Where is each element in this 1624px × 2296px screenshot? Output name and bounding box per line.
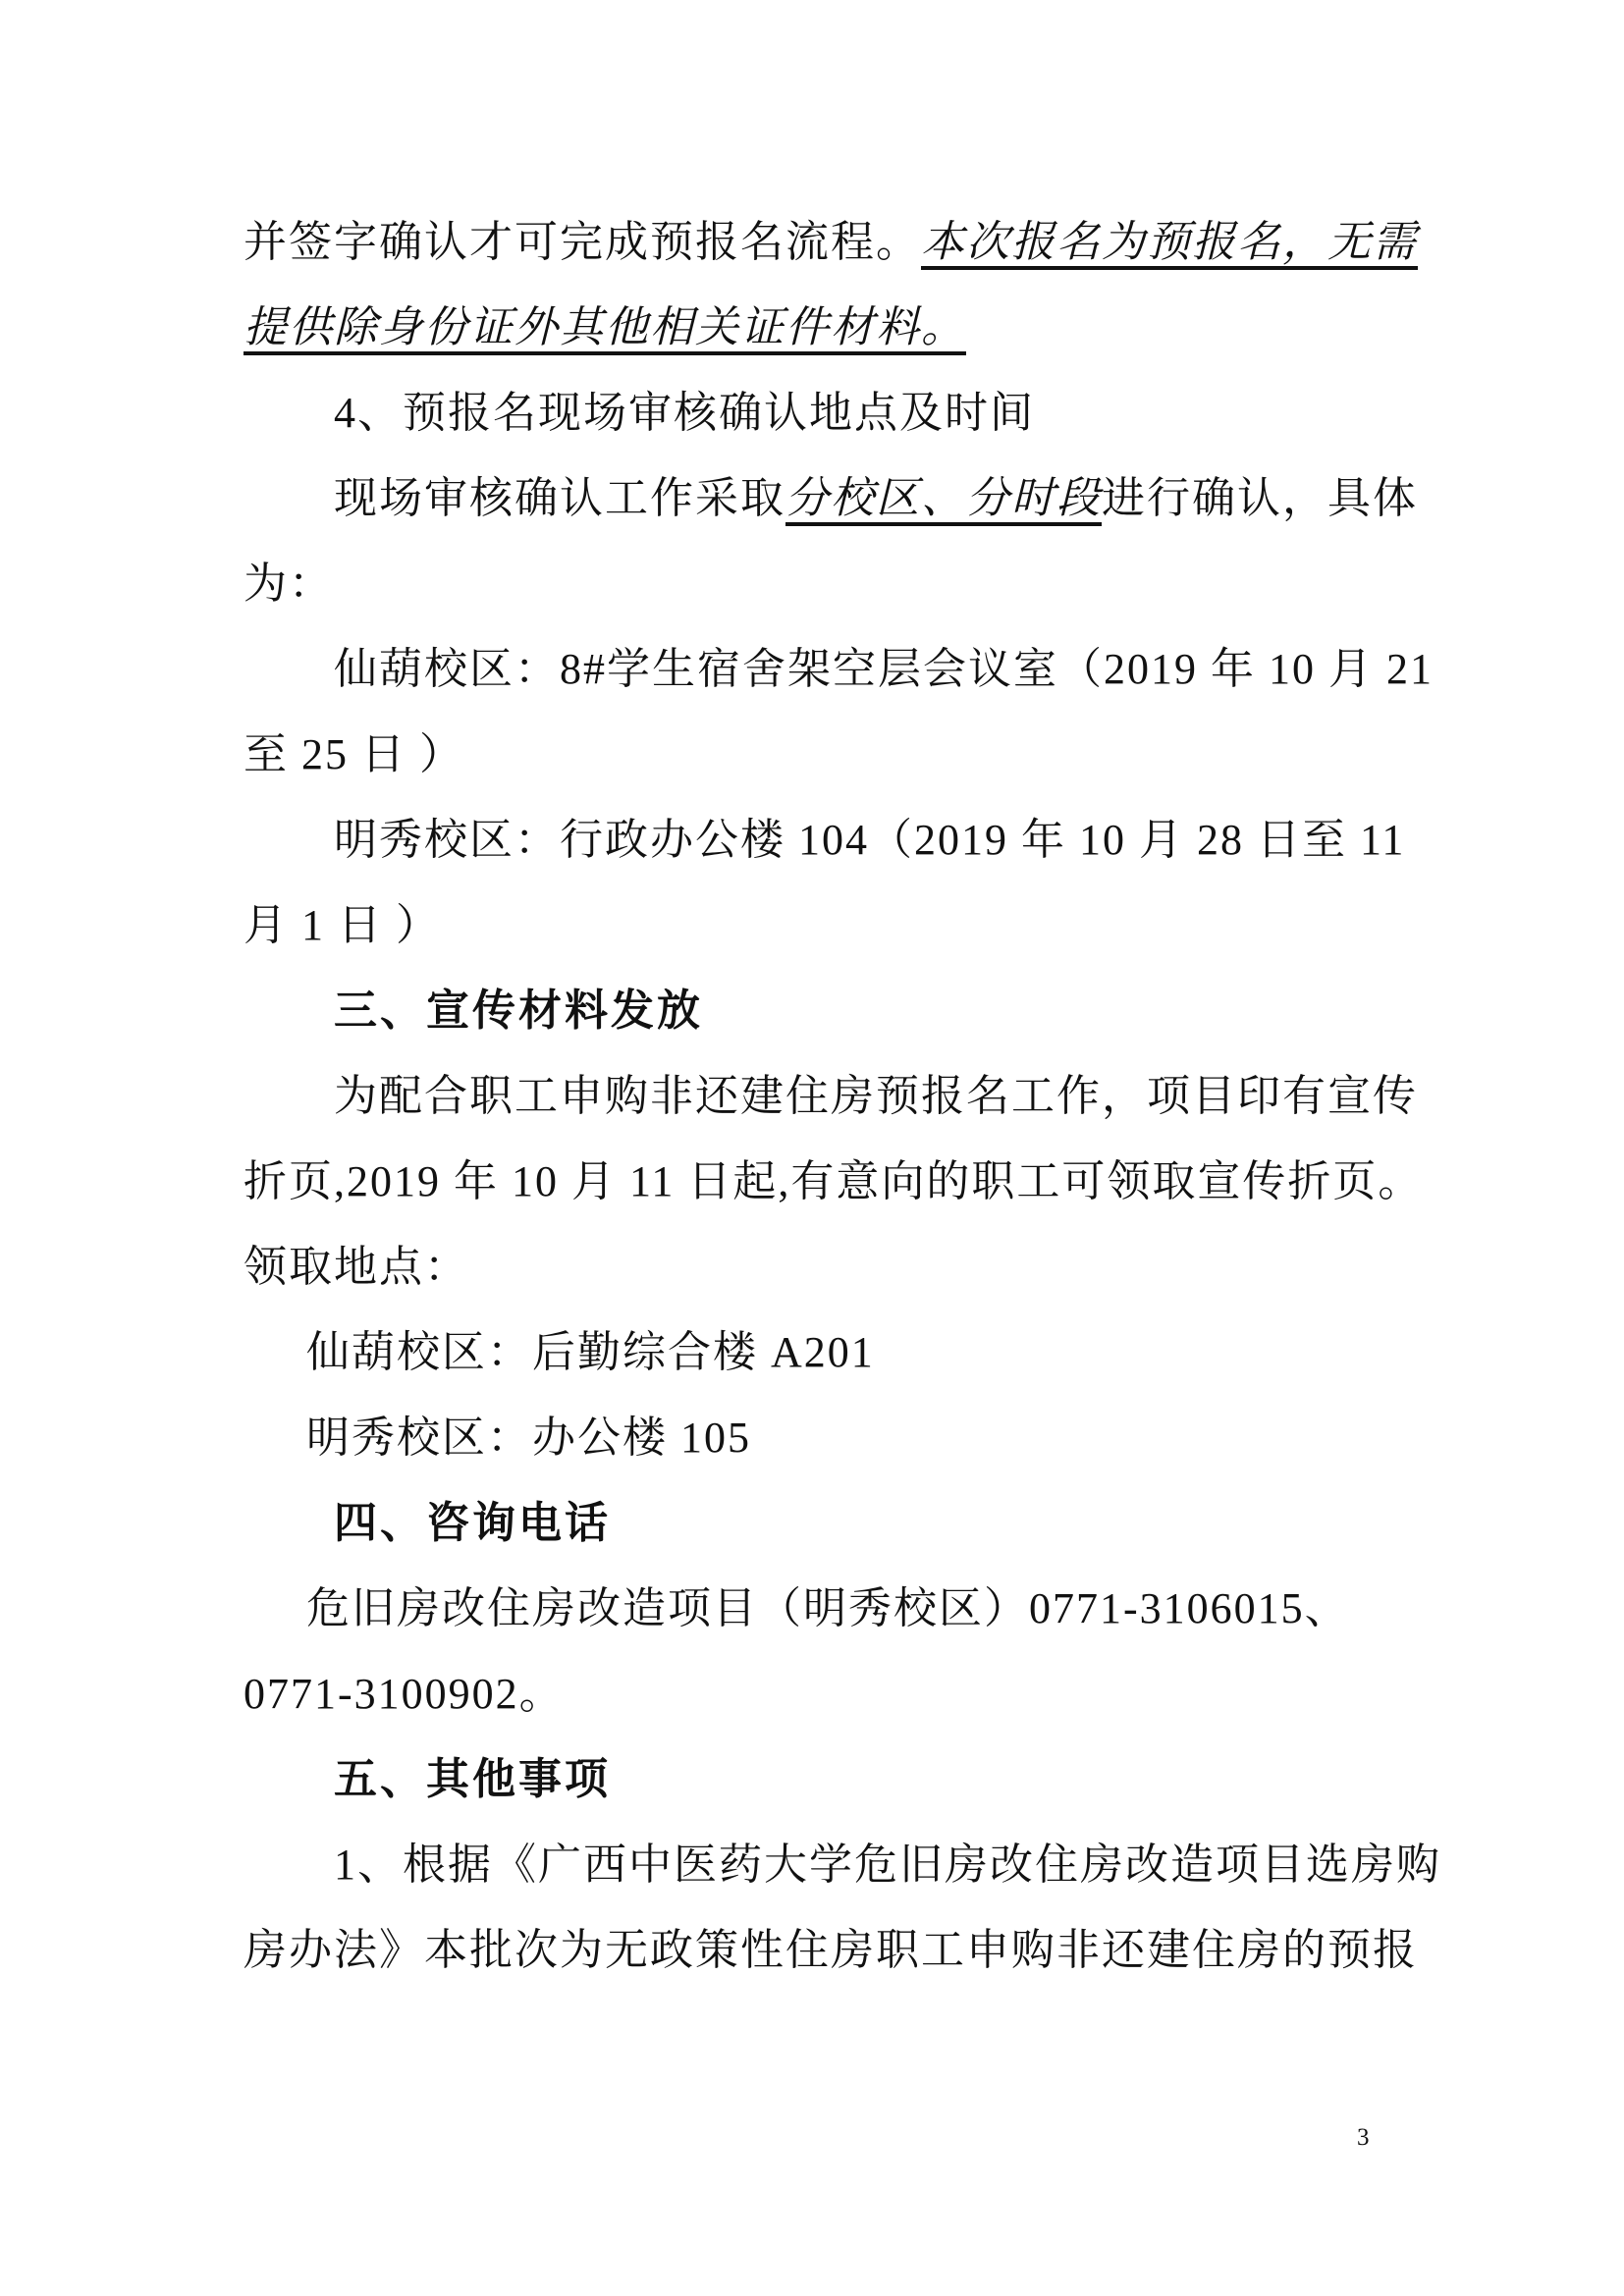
text-line (244, 1566, 1436, 1651)
emphasized-text: 提供除身份证外其他相关证件材料。 (244, 303, 966, 355)
body-text: 并签字确认才可完成预报名流程。 (244, 218, 921, 266)
body-text: 4、预报名现场审核确认地点及时间 (334, 389, 1035, 437)
body-text: 进行确认，具体 (1102, 474, 1418, 522)
text-line (244, 1309, 1436, 1395)
body-text: 房办法》本批次为无政策性住房职工申购非还建住房的预报 (244, 1926, 1418, 1974)
text-line (244, 199, 1436, 285)
body-text: 明秀校区：行政办公楼 104（2019 年 10 月 28 日至 11 (334, 816, 1406, 864)
body-text: 月 1 日 ） (244, 901, 441, 949)
text-line (244, 285, 1436, 370)
emphasized-text: 分校区、分时段 (785, 474, 1102, 526)
body-text: 仙葫校区：8#学生宿舍架空层会议室（2019 年 10 月 21 (334, 645, 1434, 693)
text-line (244, 1053, 1436, 1139)
heading-text: 四、咨询电话 (334, 1499, 611, 1547)
text-line (244, 1822, 1441, 1907)
body-text: 至 25 日 ） (244, 730, 464, 778)
body-text: 仙葫校区：后勤综合楼 A201 (306, 1328, 875, 1376)
body-text: 0771-3100902。 (244, 1670, 565, 1718)
text-line (244, 626, 1436, 712)
text-line (244, 1651, 1436, 1736)
emphasized-text: 本次报名为预报名，无需 (921, 218, 1418, 270)
body-text: 为配合职工申购非还建住房预报名工作，项目印有宣传 (334, 1072, 1418, 1120)
body-text: 现场审核确认工作采取 (334, 474, 785, 522)
text-line (244, 1480, 1436, 1566)
heading-text: 三、宣传材料发放 (334, 987, 703, 1035)
text-line (244, 1736, 1436, 1822)
text-line (244, 1224, 1436, 1309)
text-line (244, 541, 1436, 626)
text-line (244, 1907, 1436, 1993)
text-line (244, 712, 1436, 797)
text-line (244, 968, 1436, 1053)
text-line (244, 370, 1436, 455)
page-number: 3 (1357, 2124, 1370, 2151)
text-line (244, 797, 1436, 882)
body-text: 1、根据《广西中医药大学危旧房改住房改造项目选房购 (334, 1841, 1441, 1889)
body-text: 领取地点： (244, 1243, 469, 1291)
text-line (244, 1395, 1436, 1480)
text-line (244, 882, 1436, 968)
text-line (244, 455, 1436, 541)
heading-text: 五、其他事项 (334, 1755, 611, 1803)
body-text: 危旧房改住房改造项目（明秀校区）0771-3106015、 (306, 1584, 1350, 1632)
text-line (244, 1139, 1436, 1224)
body-text: 为： (244, 560, 334, 608)
document-body (244, 199, 1441, 1993)
body-text: 折页,2019 年 10 月 11 日起,有意向的职工可领取宣传折页。 (244, 1157, 1424, 1205)
body-text: 明秀校区：办公楼 105 (306, 1414, 751, 1462)
